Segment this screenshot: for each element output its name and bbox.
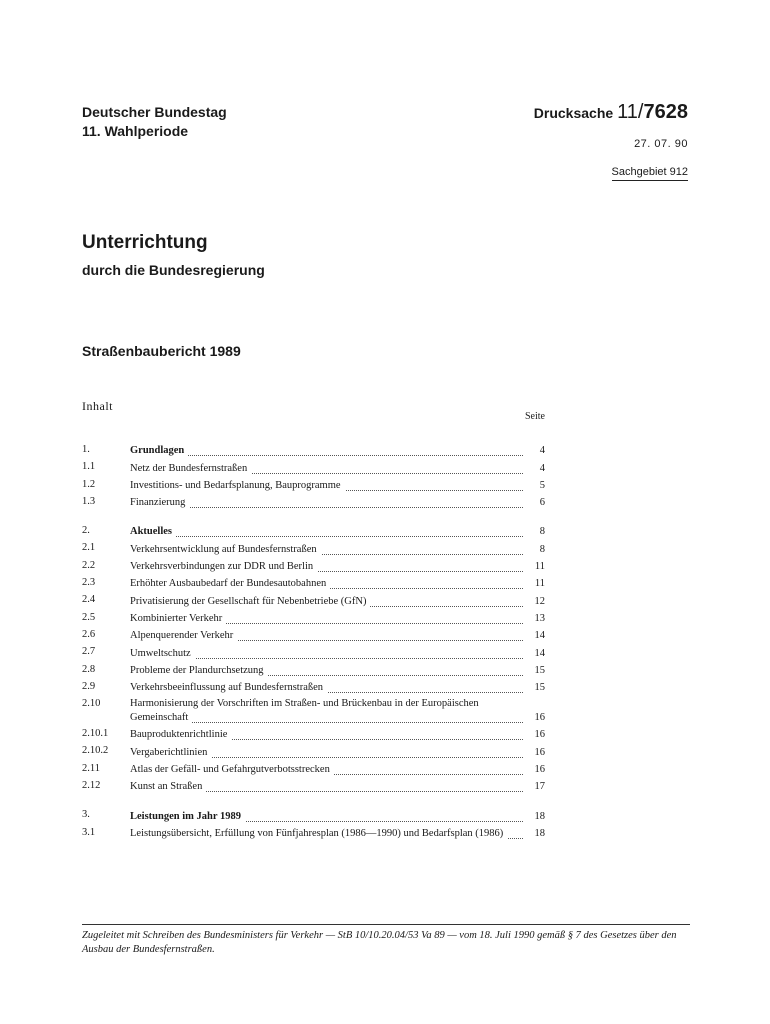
toc-entry-number: 2.12: [82, 780, 101, 792]
toc-entry-title: Leistungen im Jahr 1989: [130, 811, 245, 822]
toc-heading: Inhalt: [82, 399, 113, 413]
toc-entry-number: 2.7: [82, 646, 96, 658]
toc-entry-title-wrap: [130, 827, 523, 843]
toc-entry-page: 16: [534, 746, 545, 758]
toc-entry-title: Bauproduktenrichtlinie: [130, 729, 231, 740]
toc-entry-title: Kunst an Straßen: [130, 781, 206, 792]
toc-entry-title: Leistungsübersicht, Erfüllung von Fünfjahresplan (1986—1990) und Bedarfsplan (1986): [130, 828, 507, 839]
toc-entry-number: 2.8: [82, 663, 96, 675]
toc-entry: [82, 697, 545, 727]
toc-entry-page: 14: [534, 647, 545, 659]
toc-entry-page: 17: [534, 781, 545, 793]
toc-entry-number: 2.9: [82, 680, 96, 692]
report-title: Straßenbaubericht 1989: [82, 343, 241, 359]
toc-leader-dots: [130, 536, 523, 537]
toc-entry: [82, 478, 545, 495]
toc-entry-title-wrap: [130, 810, 523, 826]
toc-entry: [82, 779, 545, 796]
toc-entry-number: 2.10.1: [82, 728, 109, 740]
toc-entry: [82, 808, 545, 825]
toc-entry: [82, 495, 545, 512]
toc-entry: [82, 744, 545, 761]
toc-entry-number: 1.3: [82, 495, 96, 507]
toc-page-column-label: Seite: [525, 411, 545, 422]
toc-entry-title: Harmonisierung der Vorschriften im Straßen- und Brückenbau in der Europäischen Gemeinschaft: [130, 698, 479, 724]
toc-entry: [82, 443, 545, 460]
toc-entry-page: 15: [534, 682, 545, 694]
toc-entry-title-wrap: [130, 577, 523, 593]
toc-entry: [82, 628, 545, 645]
toc-entry-title-wrap: [130, 496, 523, 512]
toc-entry-title-wrap: [130, 763, 523, 779]
issuer-name: Deutscher Bundestag: [82, 104, 227, 120]
toc-entry-title: Grundlagen: [130, 445, 188, 456]
toc-entry: [82, 593, 545, 610]
toc-entry-title-wrap: [130, 560, 523, 576]
toc-entry-page: 4: [539, 462, 545, 474]
toc-entry: [82, 762, 545, 779]
toc-entry-title: Erhöhter Ausbaubedarf der Bundesautobahnen: [130, 578, 330, 589]
toc-entry-title-wrap: [130, 479, 523, 495]
toc-entry-title-wrap: [130, 525, 523, 541]
drucksache-number-prefix: 11/: [617, 101, 644, 123]
toc-entry: [82, 663, 545, 680]
toc-entry-number: 1.2: [82, 478, 96, 490]
toc-entry-title-wrap: [130, 681, 523, 697]
toc-entry-page: 11: [534, 578, 545, 590]
toc-entry-title-wrap: [130, 746, 523, 762]
toc-entry: [82, 524, 545, 541]
table-of-contents: [82, 443, 545, 843]
toc-entry-page: 15: [534, 664, 545, 676]
toc-entry-number: 2.6: [82, 628, 96, 640]
toc-entry-page: 6: [539, 497, 545, 509]
toc-entry-title: Investitions- und Bedarfsplanung, Bauprogramme: [130, 480, 345, 491]
toc-entry-title: Privatisierung der Gesellschaft für Nebenbetriebe (GfN): [130, 596, 370, 607]
toc-entry: [82, 460, 545, 477]
toc-entry-title-wrap: [130, 462, 523, 478]
toc-entry-title: Kombinierter Verkehr: [130, 613, 226, 624]
toc-entry-page: 18: [534, 827, 545, 839]
toc-entry-title: Verkehrsbeeinflussung auf Bundesfernstraßen: [130, 682, 327, 693]
toc-entry-page: 5: [539, 479, 545, 491]
footnote: Zugeleitet mit Schreiben des Bundesministers für Verkehr — StB 10/10.20.04/53 Va 89 — vom 18. Juli 1990 gemäß § 7 des Gesetzes über den Ausbau der Bundesfernstraßen.: [82, 930, 677, 955]
toc-entry-title-wrap: [130, 647, 523, 663]
toc-entry-number: 1.1: [82, 461, 96, 473]
footnote-divider: [82, 924, 690, 925]
toc-entry-number: 2.1: [82, 542, 96, 554]
toc-entry-title-wrap: [130, 697, 523, 727]
toc-entry-number: 2.: [82, 525, 90, 537]
drucksache-number-main: 7628: [643, 101, 688, 123]
toc-entry: [82, 559, 545, 576]
toc-entry-title: Probleme der Plandurchsetzung: [130, 665, 268, 676]
toc-entry: [82, 826, 545, 843]
toc-entry-page: 4: [539, 445, 545, 457]
toc-entry-title: Vergaberichtlinien: [130, 747, 211, 758]
toc-entry-title-wrap: [130, 444, 523, 460]
toc-entry-title-wrap: [130, 728, 523, 744]
toc-entry-title: Netz der Bundesfernstraßen: [130, 463, 251, 474]
toc-entry-page: 16: [534, 729, 545, 741]
toc-entry-title-wrap: [130, 664, 523, 680]
toc-entry-title-wrap: [130, 629, 523, 645]
toc-entry-number: 2.10.2: [82, 745, 109, 757]
toc-entry-number: 2.4: [82, 594, 96, 606]
toc-leader-dots: [130, 455, 523, 456]
toc-entry-page: 8: [539, 543, 545, 555]
toc-entry-title-wrap: [130, 595, 523, 611]
drucksache-label: Drucksache: [533, 105, 614, 121]
toc-entry: [82, 611, 545, 628]
toc-entry-page: 11: [534, 561, 545, 573]
toc-entry-title: Verkehrsentwicklung auf Bundesfernstraßen: [130, 544, 321, 555]
toc-entry-page: 8: [539, 526, 545, 538]
toc-entry-title: Aktuelles: [130, 526, 176, 537]
toc-entry: [82, 541, 545, 558]
toc-entry-title: Atlas der Gefäll- und Gefahrgutverbotsstrecken: [130, 764, 334, 775]
document-date: 27. 07. 90: [634, 138, 688, 150]
toc-entry-title-wrap: [130, 612, 523, 628]
toc-entry-page: 13: [534, 612, 545, 624]
issuer-block: [82, 103, 227, 141]
toc-entry-title-wrap: [130, 543, 523, 559]
toc-entry-number: 2.5: [82, 611, 96, 623]
toc-entry-number: 3.: [82, 809, 90, 821]
toc-entry-page: 14: [534, 630, 545, 642]
toc-entry-number: 2.2: [82, 559, 96, 571]
toc-entry-number: 1.: [82, 444, 90, 455]
toc-entry: [82, 680, 545, 697]
document-subtitle: durch die Bundesregierung: [82, 262, 265, 278]
toc-entry-page: 16: [534, 764, 545, 776]
drucksache-number: [534, 101, 688, 124]
legislative-period: 11. Wahlperiode: [82, 123, 189, 139]
toc-entry: [82, 576, 545, 593]
toc-entry-title: Finanzierung: [130, 497, 189, 508]
toc-entry-number: 2.3: [82, 577, 96, 589]
toc-entry: [82, 645, 545, 662]
toc-entry-title: Verkehrsverbindungen zur DDR und Berlin: [130, 561, 317, 572]
toc-entry-page: 16: [534, 712, 545, 724]
toc-entry: [82, 727, 545, 744]
toc-entry-title-wrap: [130, 780, 523, 796]
document-title: Unterrichtung: [82, 232, 208, 253]
toc-entry-number: 3.1: [82, 826, 96, 838]
toc-entry-page: 12: [534, 595, 545, 607]
sachgebiet-label: Sachgebiet 912: [612, 166, 688, 181]
toc-entry-title: Alpenquerender Verkehr: [130, 630, 237, 641]
toc-entry-title: Umweltschutz: [130, 648, 195, 659]
toc-entry-number: 2.10: [82, 698, 101, 710]
toc-entry-page: 18: [534, 810, 545, 822]
toc-entry-number: 2.11: [82, 762, 100, 774]
